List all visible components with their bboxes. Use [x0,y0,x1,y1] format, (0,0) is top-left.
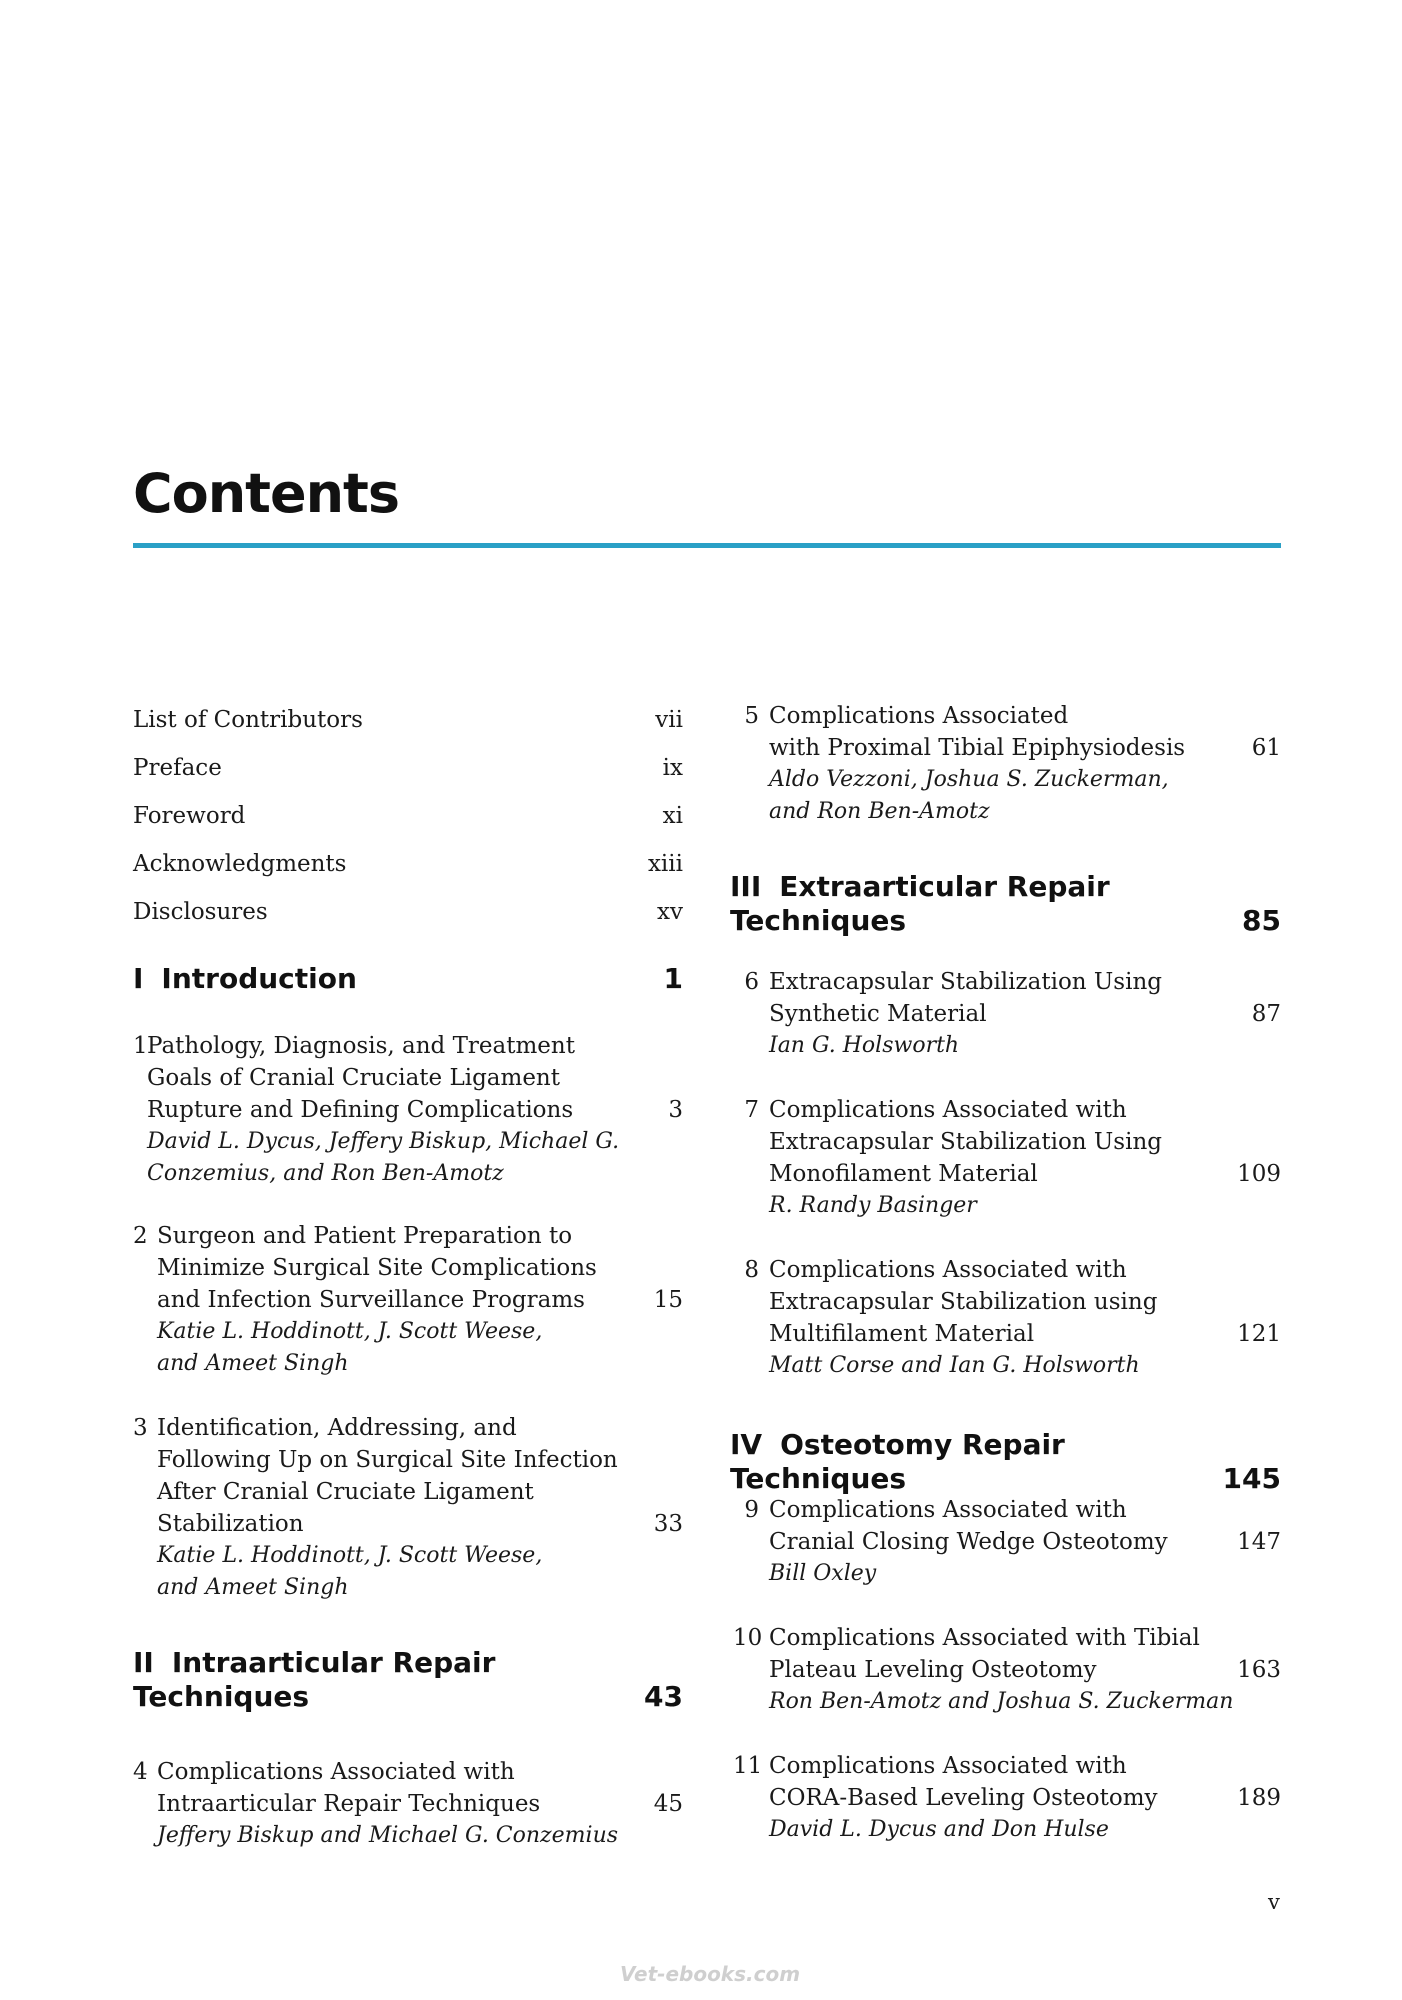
toc-entry-foreword[interactable]: Foreword xi [133,803,683,829]
toc-chapter-6[interactable]: 6 Extracapsular Stabilization Using Synthetic Material 87 Ian G. Holsworth [744,969,1281,1058]
toc-chapter-8[interactable]: 8 Complications Associated with Extracapsular Stabilization using Multifilament Material 121 Matt Corse and Ian G. Holsworth [744,1257,1281,1378]
toc-entry-contributors[interactable]: List of Contributors vii [133,707,683,733]
toc-chapter-9[interactable]: 9 Complications Associated with Cranial Closing Wedge Osteotomy 147 Bill Oxley [744,1497,1281,1586]
watermark-logo: Vet-ebooks.com [620,1962,801,1986]
page-title: Contents [133,462,400,525]
toc-part-1[interactable]: I Introduction 1 [133,962,683,995]
toc-chapter-1[interactable]: 1 Pathology, Diagnosis, and Treatment Goals of Cranial Cruciate Ligament Rupture and Defining Complications 3 David L. Dycus, Jeffery Biskup, Michael G. Conzemius, and Ron Ben-Amotz [133,1033,683,1186]
toc-chapter-5[interactable]: 5 Complications Associated with Proximal Tibial Epiphysiodesis 61 Aldo Vezzoni, Joshua S. Zuckerman, and Ron Ben-Amotz [744,703,1281,824]
toc-entry-acknowledgments[interactable]: Acknowledgments xiii [133,851,683,877]
title-rule [133,543,1281,548]
toc-chapter-7[interactable]: 7 Complications Associated with Extracapsular Stabilization Using Monofilament Material 109 R. Randy Basinger [744,1097,1281,1218]
toc-chapter-3[interactable]: 3 Identification, Addressing, and Following Up on Surgical Site Infection After Cranial Cruciate Ligament Stabilization 33 Katie L. Hoddinott, J. Scott Weese, and Ameet Singh [133,1415,683,1600]
page-number: v [1268,1890,1280,1914]
toc-part-3[interactable]: III Extraarticular Repair Techniques 85 [730,870,1281,937]
toc-entry-disclosures[interactable]: Disclosures xv [133,899,683,925]
toc-part-4[interactable]: IV Osteotomy Repair Techniques 145 [730,1428,1281,1495]
toc-entry-preface[interactable]: Preface ix [133,755,683,781]
toc-chapter-10[interactable]: 10 Complications Associated with Tibial Plateau Leveling Osteotomy 163 Ron Ben-Amotz and Joshua S. Zuckerman [733,1625,1281,1714]
toc-chapter-4[interactable]: 4 Complications Associated with Intraarticular Repair Techniques 45 Jeffery Biskup and Michael G. Conzemius [133,1759,683,1848]
toc-part-2[interactable]: II Intraarticular Repair Techniques 43 [133,1646,683,1713]
toc-chapter-2[interactable]: 2 Surgeon and Patient Preparation to Minimize Surgical Site Complications and Infection Surveillance Programs 15 Katie L. Hoddinott, J. Scott Weese, and Ameet Singh [133,1223,683,1376]
toc-chapter-11[interactable]: 11 Complications Associated with CORA-Based Leveling Osteotomy 189 David L. Dycus and Don Hulse [733,1753,1281,1842]
